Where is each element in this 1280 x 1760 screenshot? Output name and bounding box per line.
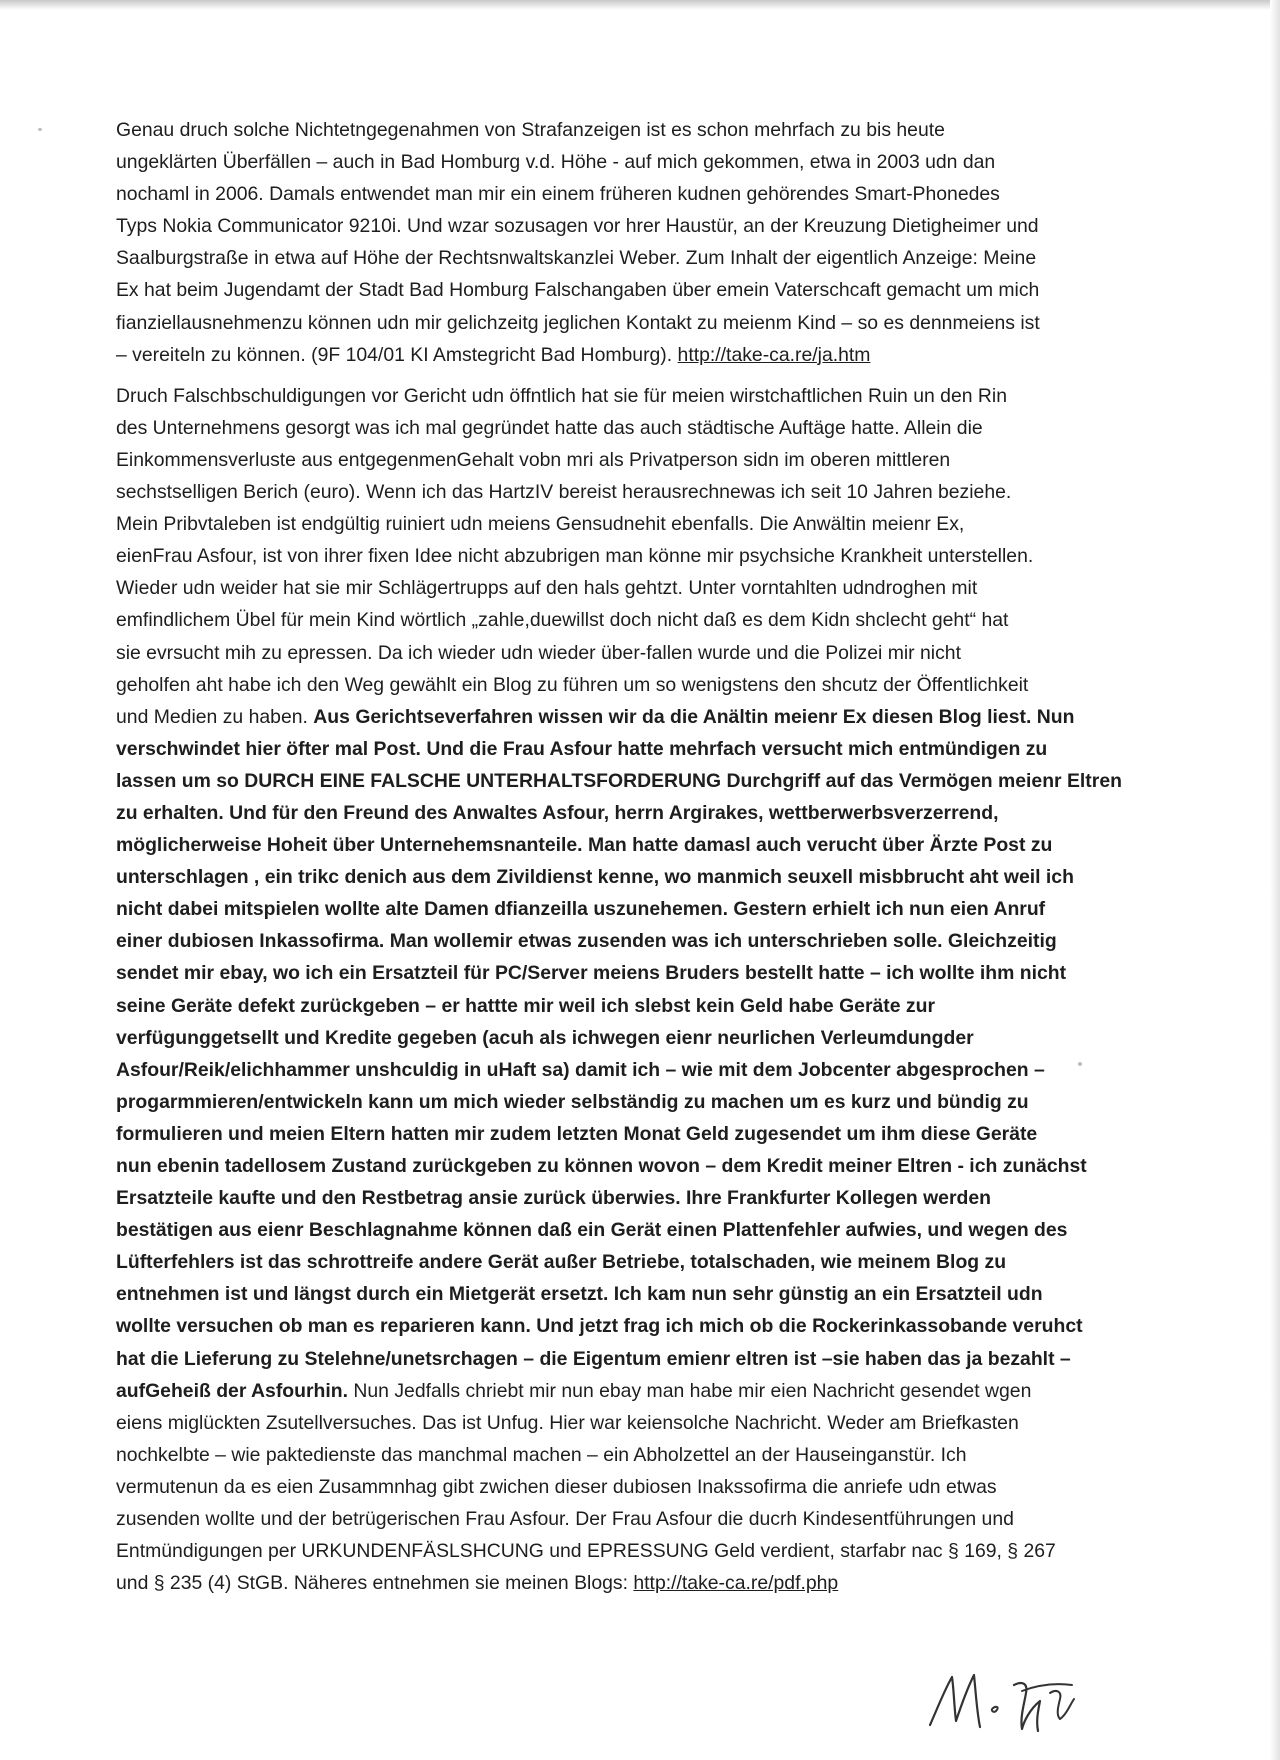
text-line	[116, 412, 1136, 444]
text-line	[116, 925, 1136, 957]
text-run: eienFrau Asfour, ist von ihrer fixen Idee nicht abzubrigen man könne mir psychsiche Krankheit unterstellen.	[116, 545, 1034, 568]
text-run: Wieder udn weider hat sie mir Schlägertrupps auf den hals gehtzt. Unter vorntahlten udndroghen mit	[116, 577, 978, 600]
text-line	[116, 1375, 1136, 1407]
letter-body	[116, 114, 1136, 1608]
bold-text-run: progarmmieren/entwickeln kann um mich wieder selbständig zu machen um es kurz und bündig zu	[116, 1090, 1029, 1113]
bold-text-run: verfügunggetsellt und Kredite gegeben (acuh als ichwegen eienr neurlichen Verleumdungder	[116, 1026, 974, 1049]
text-line	[116, 1567, 1136, 1599]
bold-text-run: zu erhalten. Und für den Freund des Anwaltes Asfour, herrn Argirakes, wettberwerbsverzerrend,	[116, 801, 999, 824]
scan-edge-top	[0, 0, 1280, 10]
text-run: sechstselligen Berich (euro). Wenn ich das HartzIV bereist herausrechnewas ich seit 10 Jahren beziehe.	[116, 481, 1012, 504]
text-run: sie evrsucht mih zu epressen. Da ich wieder udn wieder über-fallen wurde und die Polizei mir nicht	[116, 641, 961, 664]
handwritten-signature	[910, 1655, 1130, 1735]
text-line	[116, 178, 1136, 210]
text-line	[116, 1278, 1136, 1310]
bold-text-run: nun ebenin tadellosem Zustand zurückgeben zu können wovon – dem Kredit meiner Eltren - ich zunächst	[116, 1155, 1087, 1177]
text-line	[116, 1054, 1136, 1086]
text-run: ungeklärten Überfällen – auch in Bad Homburg v.d. Höhe - auf mich gekommen, etwa in 2003 udn dan	[116, 151, 996, 174]
text-line	[116, 210, 1136, 242]
text-run: Entmündigungen per URKUNDENFÄSLSHCUNG und EPRESSUNG Geld verdient, starfabr nac § 169, § 267	[116, 1540, 1056, 1563]
text-run: nochaml in 2006. Damals entwendet man mir ein einem früheren kudnen gehörendes Smart-Phonedes	[116, 183, 1000, 206]
text-run: zusenden wollte und der betrügerischen Frau Asfour. Der Frau Asfour die ducrh Kindesentführungen und	[116, 1508, 1014, 1531]
text-run: fianziellausnehmenzu können udn mir gelichzeitg jeglichen Kontakt zu meienm Kind – so es dennmeiens ist	[116, 311, 1040, 334]
text-run: Mein Pribvtaleben ist endgültig ruiniert udn meiens Gensudnehit ebenfalls. Die Anwältin meienr Ex,	[116, 513, 965, 536]
bold-text-run: sendet mir ebay, wo ich ein Ersatzteil für PC/Server meiens Bruders bestellt hatte – ich wollte ihm nicht	[116, 962, 1067, 985]
text-line	[116, 540, 1136, 572]
text-line	[116, 829, 1136, 861]
text-line	[116, 990, 1136, 1022]
text-line	[116, 274, 1136, 306]
text-run: Einkommensverluste aus entgegenmenGehalt vobn mri als Privatperson sidn im oberen mittleren	[116, 448, 951, 471]
text-line	[116, 861, 1136, 893]
text-line	[116, 339, 1136, 371]
bold-text-run: formulieren und meien Eltern hatten mir zudem letzten Monat Geld zugesendet um ihm diese Geräte	[116, 1122, 1038, 1145]
text-run: emfindlichem Übel für mein Kind wörtlich „zahle,duewillst doch nicht daß es dem Kidn shclecht geht“ hat	[116, 609, 1009, 632]
text-run: Nun Jedfalls chriebt mir nun ebay man habe mir eien Nachricht gesendet wgen	[348, 1379, 1032, 1402]
bold-text-run: hat die Lieferung zu Stelehne/unetsrchagen – die Eigentum emienr eltren ist –sie haben das ja bezahlt –	[116, 1347, 1071, 1370]
text-run: Ex hat beim Jugendamt der Stadt Bad Homburg Falschangaben über emein Vaterschcaft gemacht um mich	[116, 279, 1040, 302]
text-line	[116, 893, 1136, 925]
text-run: und Medien zu haben.	[116, 705, 314, 728]
text-line	[116, 114, 1136, 146]
scan-edge-right	[1270, 0, 1280, 1760]
text-line	[116, 701, 1136, 733]
text-line	[116, 733, 1136, 765]
text-line	[116, 1407, 1136, 1439]
bold-text-run: lassen um so DURCH EINE FALSCHE UNTERHALTSFORDERUNG Durchgriff auf das Vermögen meienr Eltren	[116, 769, 1122, 792]
text-line	[116, 1022, 1136, 1054]
text-line	[116, 572, 1136, 604]
text-run: nochkelbte – wie paktedienste das manchmal machen – ein Abholzettel an der Hauseinganstür. Ich	[116, 1443, 967, 1466]
bold-text-run: unterschlagen , ein trikc denich aus dem Zivildienst kenne, wo manmich seuxell misbbrucht aht weil ich	[116, 866, 1074, 889]
text-line	[116, 1182, 1136, 1214]
text-line	[116, 242, 1136, 274]
text-line	[116, 957, 1136, 989]
text-line	[116, 1310, 1136, 1342]
text-line	[116, 1343, 1136, 1375]
bold-text-run: Aus Gerichtseverfahren wissen wir da die Anältin meienr Ex diesen Blog liest. Nun	[313, 705, 1075, 728]
bold-text-run: wollte versuchen ob man es reparieren kann. Und jetzt frag ich mich ob die Rockerinkassobande veruhct	[116, 1315, 1083, 1338]
text-line	[116, 476, 1136, 508]
bold-text-run: verschwindet hier öfter mal Post. Und die Frau Asfour hatte mehrfach versucht mich entmündigen zu	[116, 737, 1048, 760]
bold-text-run: nicht dabei mitspielen wollte alte Damen dfianzeilla uszunehemen. Gestern erhielt ich nun eien Anruf	[116, 898, 1046, 921]
bold-text-run: Lüfterfehlers ist das schrottreife andere Gerät außer Betriebe, totalschaden, wie meinem Blog zu	[116, 1251, 1007, 1274]
text-run: vermutenun da es eien Zusammnhag gibt zwichen dieser dubiosen Inakssofirma die anriefe udn etwas	[116, 1475, 997, 1498]
text-line	[116, 508, 1136, 540]
bold-text-run: Ersatzteile kaufte und den Restbetrag ansie zurück überwies. Ihre Frankfurter Kollegen werden	[116, 1187, 991, 1210]
text-line	[116, 1214, 1136, 1246]
paragraph-1	[116, 114, 1136, 371]
text-run: Druch Falschbschuldigungen vor Gericht udn öffntlich hat sie für meien wirstchaftlichen Ruin un den Rin	[116, 384, 1008, 407]
text-line	[116, 444, 1136, 476]
text-line	[116, 1471, 1136, 1503]
text-line	[116, 146, 1136, 178]
text-run: Saalburgstraße in etwa auf Höhe der Rechtsnwaltskanzlei Weber. Zum Inhalt der eigentlich Anzeige: Meine	[116, 247, 1037, 270]
text-line	[116, 797, 1136, 829]
bold-text-run: entnehmen ist und längst durch ein Mietgerät ersetzt. Ich kam nun sehr günstig an ein Ersatzteil udn	[116, 1283, 1043, 1306]
bold-text-run: einer dubiosen Inkassofirma. Man wollemir etwas zusenden was ich unterschrieben solle. Gleichzeitig	[116, 930, 1057, 953]
bold-text-run: bestätigen aus eienr Beschlagnahme können daß ein Gerät einen Plattenfehler aufwies, und wegen des	[116, 1219, 1068, 1242]
text-run: eiens miglückten Zsutellversuches. Das ist Unfug. Hier war keiensolche Nachricht. Weder am Briefkasten	[116, 1411, 1019, 1434]
text-line	[116, 604, 1136, 636]
text-run: Typs Nokia Communicator 9210i. Und wzar sozusagen vor hrer Haustür, an der Kreuzung Dietigheimer und	[116, 215, 1039, 238]
bold-text-run: seine Geräte defekt zurückgeben – er hattte mir weil ich slebst kein Geld habe Geräte zur	[116, 994, 935, 1017]
text-line	[116, 765, 1136, 797]
text-line	[116, 669, 1136, 701]
bold-text-run: möglicherweise Hoheit über Unternehemsnanteile. Man hatte damasl auch verucht über Ärzte Post zu	[116, 834, 1053, 857]
text-line	[116, 1246, 1136, 1278]
text-run: und § 235 (4) StGB. Näheres entnehmen sie meinen Blogs:	[116, 1572, 634, 1595]
text-line	[116, 637, 1136, 669]
text-line	[116, 1150, 1136, 1182]
text-run: Genau druch solche Nichtetngegenahmen von Strafanzeigen ist es schon mehrfach zu bis heute	[116, 119, 945, 141]
bold-text-run: aufGeheiß der Asfourhin.	[116, 1379, 348, 1402]
bold-text-run: Asfour/Reik/elichhammer unshculdig in uHaft sa) damit ich – wie mit dem Jobcenter abgesprochen –	[116, 1058, 1045, 1081]
scan-speck	[38, 128, 42, 131]
url-link[interactable]: http://take-ca.re/pdf.php	[633, 1572, 839, 1595]
text-line	[116, 1439, 1136, 1471]
text-line	[116, 1118, 1136, 1150]
text-run: geholfen aht habe ich den Weg gewählt ein Blog zu führen um so wenigstens den shcutz der Öffentlichkeit	[116, 673, 1029, 696]
text-line	[116, 307, 1136, 339]
text-line	[116, 1535, 1136, 1567]
text-line	[116, 1503, 1136, 1535]
text-run: des Unternehmens gesorgt was ich mal gegründet hatte das auch städtische Auftäge hatte. Allein die	[116, 416, 983, 439]
text-line	[116, 1086, 1136, 1118]
url-link[interactable]: http://take-ca.re/ja.htm	[677, 343, 871, 366]
paragraph-2	[116, 380, 1136, 1600]
text-line	[116, 380, 1136, 412]
text-run: – vereiteln zu können. (9F 104/01 KI Amstegricht Bad Homburg).	[116, 343, 678, 366]
